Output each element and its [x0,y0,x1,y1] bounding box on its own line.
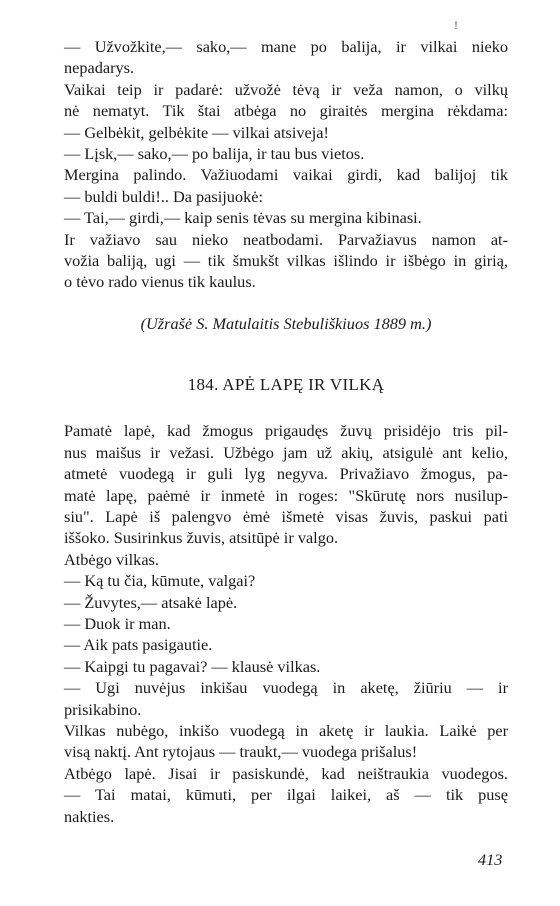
text-line: Atbėgo lapė. Jisai ir pasiskundė, kad neištraukia vuodegos. [64,763,508,783]
page-content [64,36,508,827]
text-line: atmetė vuodegą ir guli lyg negyva. Privažiavo žmogus, pa- [64,464,508,484]
text-line: prisikabino. [64,699,142,719]
text-line: matė lapę, paėmė ir inmetė in roges: "Skūrutę nors nusilup- [64,485,508,505]
text-line: — Aik pats pasigautie. [64,635,213,655]
text-line: Atbėgo vilkas. [64,549,159,569]
text-line: — buldi buldi!.. Da pasijuokė: [64,186,263,206]
story-body [64,420,508,827]
text-line: nakties. [64,806,115,826]
text-line: Vaikai teip ir padarė: užvožė tėvą ir veža namon, o vilkų [64,79,508,99]
text-line: — Duok ir man. [64,613,171,633]
text-line: visą naktį. Ant rytojaus — traukt,— vuodega prišalus! [64,742,418,762]
text-line: — Kaipgi tu pagavai? — klausė vilkas. [64,656,321,676]
story-heading: 184. APĖ LAPĘ IR VILKĄ [187,375,385,395]
text-line: nepadarys. [64,58,135,78]
text-line: — Ką tu čia, kūmute, valgai? [64,571,256,591]
text-line: Mergina palindo. Važiuodami vaikai girdi, kad balijoj tik [64,165,508,185]
text-line: vožia baliją, ugi — tik šmukšt vilkas išlindo ir išbėgo in girią, [64,251,508,271]
text-line: iššoko. Susirinkus žuvis, atsitūpė ir valgo. [64,528,339,548]
text-line: — Tai,— girdi,— kaip senis tėvas su mergina kibinasi. [64,208,422,228]
text-line: — Užvožkite,— sako,— mane po balija, ir vilkai nieko [64,37,508,56]
text-line: nė nematyt. Tik štai atbėga no giraitės mergina rėkdama: [64,101,508,121]
page-number: 413 [478,850,503,869]
text-line: nus maišus ir vežasi. Užbėgo jam už akių, atsigulė ant kelio, [64,442,508,462]
top-margin-mark: ! [454,18,458,32]
text-line: Vilkas nubėgo, inkišo vuodegą in aketę ir laukia. Laikė per [64,720,508,740]
text-line: Ir važiavo sau nieko neatbodami. Parvažiavus namon at- [64,229,508,249]
text-line: — Žuvytes,— atsakė lapė. [64,592,238,612]
text-line: — Gelbėkit, gelbėkite — vilkai atsiveja! [64,122,329,142]
text-line: siu". Lapė iš palengvo ėmė išmetė visas žuvis, paskui pati [64,506,508,526]
text-line: Pamatė lapė, kad žmogus prigaudęs žuvų prisidėjo tris pil- [64,421,508,441]
text-line: — Ugi nuvėjus inkišau vuodegą in aketę, žiūriu — ir [64,678,508,698]
text-line: o tėvo rado vienus tik kaulus. [64,272,256,292]
text-line: — Lįsk,— sako,— po balija, ir tau bus vietos. [64,144,365,164]
previous-story-ending [64,36,508,293]
text-line: — Tai matai, kūmuti, per ilgai laikei, aš — tik pusę [64,785,508,805]
source-credit: (Užrašė S. Matulaitis Stebuliškiuos 1889 m.) [140,313,432,333]
